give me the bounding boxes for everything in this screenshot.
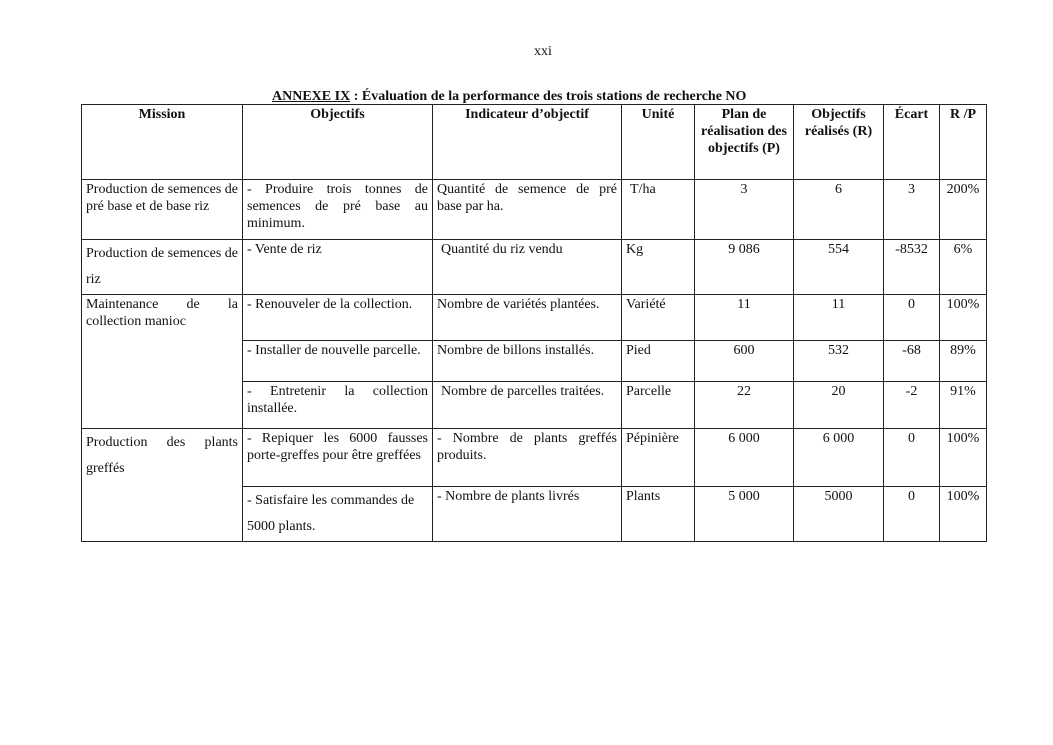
realises-cell: 532: [794, 341, 884, 382]
ecart-cell: -68: [884, 341, 940, 382]
mission-cell: Production de semences de riz: [82, 240, 243, 295]
objectif-cell: - Repiquer les 6000 fausses porte-greffes pour être greffées: [243, 429, 433, 487]
indicateur-cell: Nombre de parcelles traitées.: [433, 382, 622, 429]
plan-cell: 3: [695, 180, 794, 240]
page-number: xxi: [534, 44, 552, 59]
annex-title-text: : Évaluation de la performance des trois stations de recherche NO: [350, 89, 747, 104]
ecart-cell: 0: [884, 295, 940, 341]
table-row: [82, 429, 987, 487]
indicateur-cell: Quantité du riz vendu: [433, 240, 622, 295]
objectif-cell: - Installer de nouvelle parcelle.: [243, 341, 433, 382]
unite-cell: Kg: [622, 240, 695, 295]
performance-table: [81, 104, 987, 542]
rp-cell: 91%: [940, 382, 987, 429]
indicateur-cell: Nombre de billons installés.: [433, 341, 622, 382]
rp-cell: 200%: [940, 180, 987, 240]
annex-label: ANNEXE IX: [272, 89, 351, 104]
ecart-cell: -2: [884, 382, 940, 429]
indicateur-cell: Quantité de semence de pré base par ha.: [433, 180, 622, 240]
unite-cell: Plants: [622, 487, 695, 542]
plan-cell: 9 086: [695, 240, 794, 295]
header-ecart: Écart: [884, 105, 940, 180]
header-indicateur: Indicateur d’objectif: [433, 105, 622, 180]
indicateur-cell: Nombre de variétés plantées.: [433, 295, 622, 341]
unite-cell: Parcelle: [622, 382, 695, 429]
ecart-cell: -8532: [884, 240, 940, 295]
realises-cell: 5000: [794, 487, 884, 542]
ecart-cell: 3: [884, 180, 940, 240]
plan-cell: 11: [695, 295, 794, 341]
mission-cell: Production de semences de pré base et de base riz: [82, 180, 243, 240]
plan-cell: 600: [695, 341, 794, 382]
indicateur-cell: - Nombre de plants greffés produits.: [433, 429, 622, 487]
plan-cell: 22: [695, 382, 794, 429]
rp-cell: 6%: [940, 240, 987, 295]
unite-cell: Pépinière: [622, 429, 695, 487]
mission-cell: Production des plants greffés: [82, 429, 243, 542]
realises-cell: 11: [794, 295, 884, 341]
objectif-cell: - Produire trois tonnes de semences de pré base au minimum.: [243, 180, 433, 240]
table-row: [82, 180, 987, 240]
mission-cell: Maintenance de la collection manioc: [82, 295, 243, 429]
table-row: [82, 240, 987, 295]
realises-cell: 6: [794, 180, 884, 240]
table-header-row: [82, 105, 987, 180]
ecart-cell: 0: [884, 487, 940, 542]
objectif-cell: - Entretenir la collection installée.: [243, 382, 433, 429]
objectif-cell: - Renouveler de la collection.: [243, 295, 433, 341]
plan-cell: 5 000: [695, 487, 794, 542]
annex-title: [272, 89, 746, 105]
header-realises: Objectifs réalisés (R): [794, 105, 884, 180]
realises-cell: 20: [794, 382, 884, 429]
rp-cell: 100%: [940, 487, 987, 542]
realises-cell: 554: [794, 240, 884, 295]
unite-cell: Variété: [622, 295, 695, 341]
unite-cell: T/ha: [622, 180, 695, 240]
header-plan: Plan de réalisation des objectifs (P): [695, 105, 794, 180]
ecart-cell: 0: [884, 429, 940, 487]
unite-cell: Pied: [622, 341, 695, 382]
header-rp: R /P: [940, 105, 987, 180]
realises-cell: 6 000: [794, 429, 884, 487]
header-objectifs: Objectifs: [243, 105, 433, 180]
header-mission: Mission: [82, 105, 243, 180]
indicateur-cell: - Nombre de plants livrés: [433, 487, 622, 542]
objectif-cell: - Vente de riz: [243, 240, 433, 295]
table-row: [82, 295, 987, 341]
rp-cell: 100%: [940, 429, 987, 487]
header-unite: Unité: [622, 105, 695, 180]
rp-cell: 89%: [940, 341, 987, 382]
objectif-cell: - Satisfaire les commandes de 5000 plants.: [243, 487, 433, 542]
rp-cell: 100%: [940, 295, 987, 341]
plan-cell: 6 000: [695, 429, 794, 487]
